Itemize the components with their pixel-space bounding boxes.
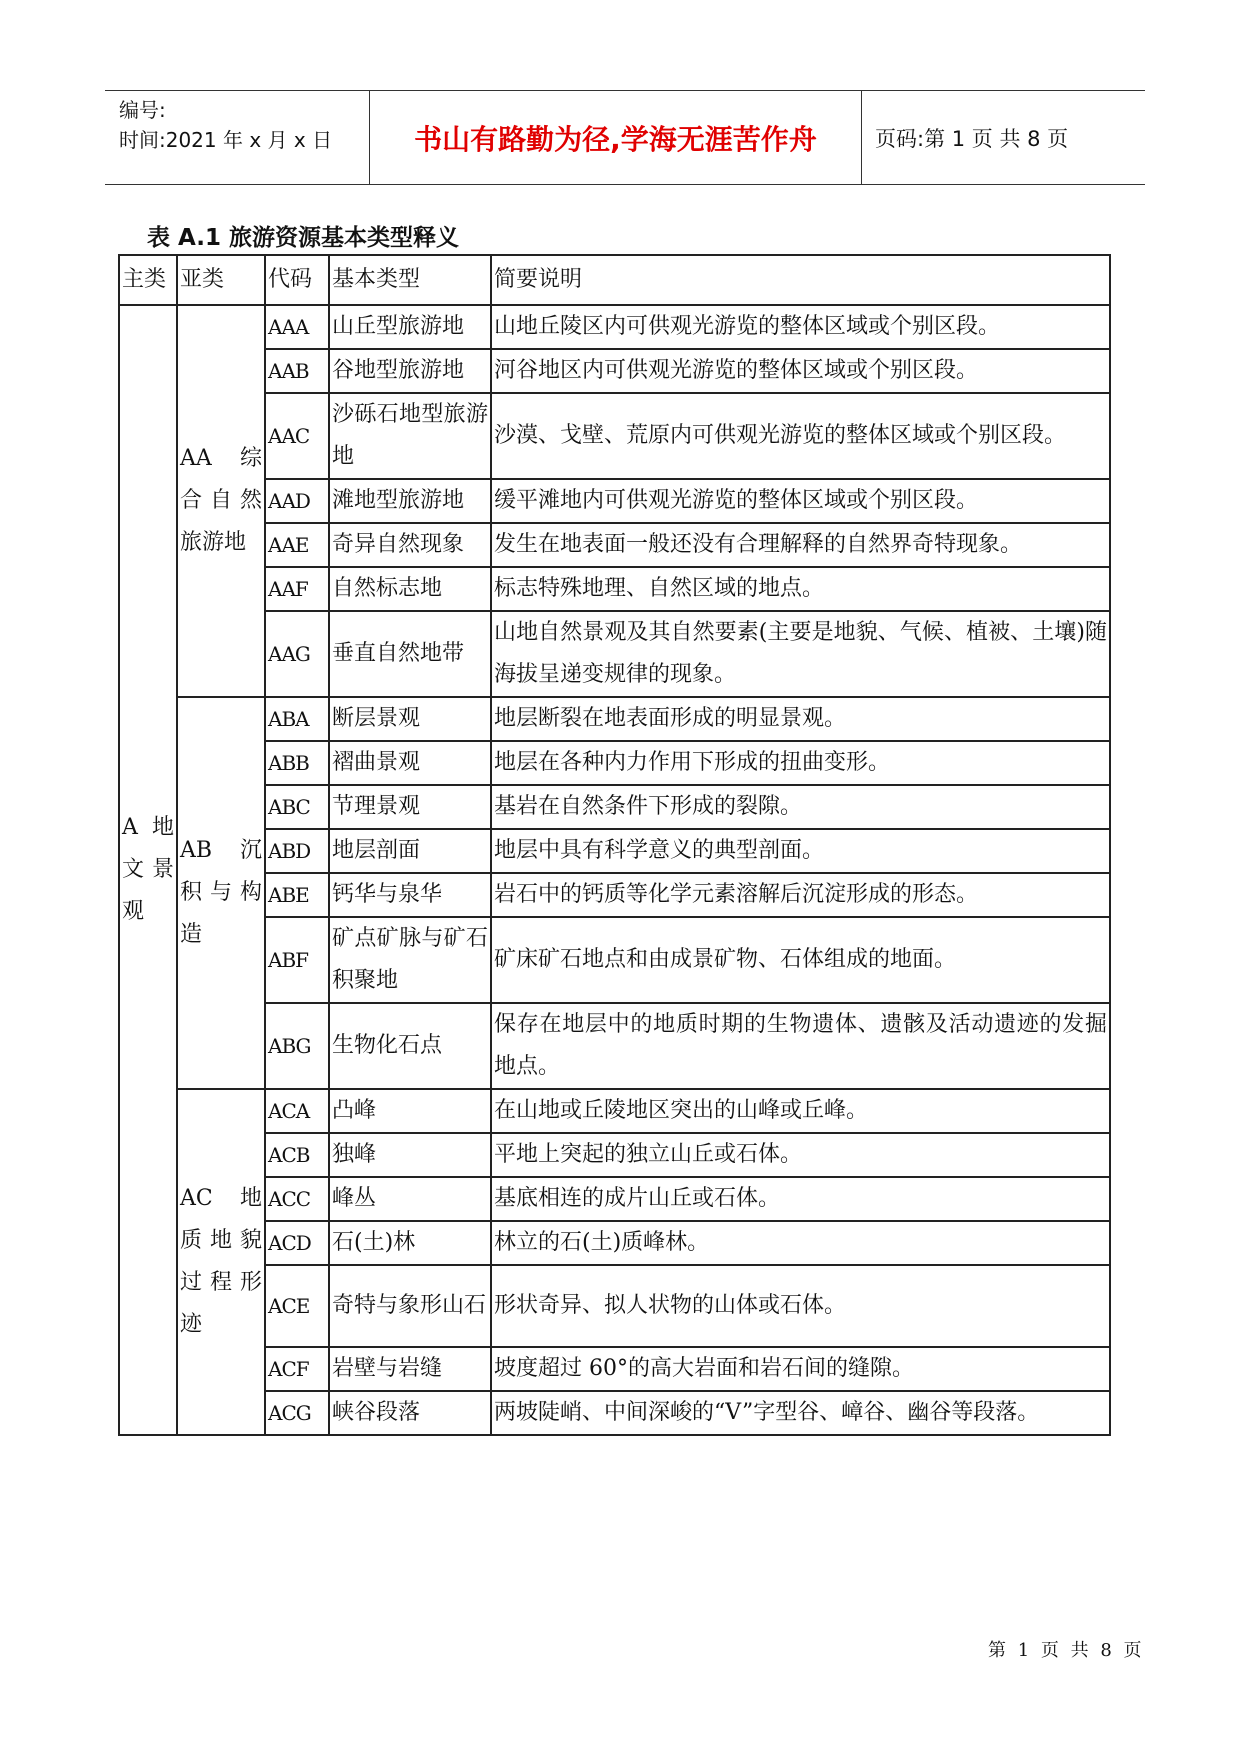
description-cell: 两坡陡峭、中间深峻的“V”字型谷、嶂谷、幽谷等段落。 (491, 1391, 1110, 1435)
table-row (119, 611, 1110, 697)
code-cell: AAG (265, 611, 329, 697)
description-cell: 林立的石(土)质峰林。 (491, 1221, 1110, 1265)
code-cell: ACG (265, 1391, 329, 1435)
code-cell: ACB (265, 1133, 329, 1177)
table-row (119, 1003, 1110, 1089)
description-cell: 基底相连的成片山丘或石体。 (491, 1177, 1110, 1221)
type-cell: 谷地型旅游地 (329, 349, 491, 393)
page-footer: 第 1 页 共 8 页 (988, 1640, 1145, 1661)
column-header: 亚类 (177, 255, 265, 305)
code-cell: ABF (265, 917, 329, 1003)
type-cell: 滩地型旅游地 (329, 479, 491, 523)
type-cell: 奇异自然现象 (329, 523, 491, 567)
type-cell: 峡谷段落 (329, 1391, 491, 1435)
description-cell: 矿床矿石地点和由成景矿物、石体组成的地面。 (491, 917, 1110, 1003)
type-cell: 沙砾石地型旅游地 (329, 393, 491, 479)
page-header (105, 90, 1145, 185)
code-cell: ABD (265, 829, 329, 873)
type-cell: 岩壁与岩缝 (329, 1347, 491, 1391)
code-cell: ACF (265, 1347, 329, 1391)
type-cell: 钙华与泉华 (329, 873, 491, 917)
code-cell: AAD (265, 479, 329, 523)
table-title: 表 A.1 旅游资源基本类型释义 (147, 225, 459, 251)
description-cell: 岩石中的钙质等化学元素溶解后沉淀形成的形态。 (491, 873, 1110, 917)
code-cell: ABA (265, 697, 329, 741)
type-cell: 山丘型旅游地 (329, 305, 491, 349)
table-row (119, 1177, 1110, 1221)
type-cell: 垂直自然地带 (329, 611, 491, 697)
column-header: 代码 (265, 255, 329, 305)
code-cell: AAF (265, 567, 329, 611)
description-cell: 山地自然景观及其自然要素(主要是地貌、气候、植被、土壤)随海拔呈递变规律的现象。 (491, 611, 1110, 697)
table-row (119, 305, 1110, 349)
type-cell: 节理景观 (329, 785, 491, 829)
code-cell: ACD (265, 1221, 329, 1265)
description-cell: 平地上突起的独立山丘或石体。 (491, 1133, 1110, 1177)
main-category-cell: A 地文景观 (119, 305, 177, 1435)
header-page-number: 页码:第 1 页 共 8 页 (875, 126, 1069, 151)
description-cell: 发生在地表面一般还没有合理解释的自然界奇特现象。 (491, 523, 1110, 567)
type-cell: 峰丛 (329, 1177, 491, 1221)
table-row (119, 349, 1110, 393)
code-cell: ABB (265, 741, 329, 785)
description-cell: 缓平滩地内可供观光游览的整体区域或个别区段。 (491, 479, 1110, 523)
description-cell: 标志特殊地理、自然区域的地点。 (491, 567, 1110, 611)
subcategory-cell: AB 沉积与构造 (177, 697, 265, 1089)
code-cell: ACE (265, 1265, 329, 1347)
description-cell: 地层在各种内力作用下形成的扭曲变形。 (491, 741, 1110, 785)
table-row (119, 1347, 1110, 1391)
description-cell: 地层断裂在地表面形成的明显景观。 (491, 697, 1110, 741)
code-cell: AAC (265, 393, 329, 479)
type-cell: 地层剖面 (329, 829, 491, 873)
description-cell: 形状奇异、拟人状物的山体或石体。 (491, 1265, 1110, 1347)
table-row (119, 829, 1110, 873)
type-cell: 自然标志地 (329, 567, 491, 611)
column-header: 简要说明 (491, 255, 1110, 305)
type-cell: 奇特与象形山石 (329, 1265, 491, 1347)
header-divider (861, 91, 862, 184)
type-cell: 矿点矿脉与矿石积聚地 (329, 917, 491, 1003)
table-row (119, 873, 1110, 917)
table-row (119, 1265, 1110, 1347)
description-cell: 地层中具有科学意义的典型剖面。 (491, 829, 1110, 873)
type-cell: 断层景观 (329, 697, 491, 741)
type-cell: 独峰 (329, 1133, 491, 1177)
header-motto: 书山有路勤为径,学海无涯苦作舟 (414, 122, 817, 156)
table-row (119, 1089, 1110, 1133)
code-cell: ACC (265, 1177, 329, 1221)
code-cell: AAB (265, 349, 329, 393)
table-row (119, 393, 1110, 479)
table-row (119, 479, 1110, 523)
description-cell: 在山地或丘陵地区突出的山峰或丘峰。 (491, 1089, 1110, 1133)
header-time: 时间:2021 年 x 月 x 日 (119, 128, 333, 152)
description-cell: 河谷地区内可供观光游览的整体区域或个别区段。 (491, 349, 1110, 393)
code-cell: ABG (265, 1003, 329, 1089)
code-cell: ACA (265, 1089, 329, 1133)
header-number: 编号: (119, 98, 166, 122)
table-row (119, 785, 1110, 829)
type-cell: 石(土)林 (329, 1221, 491, 1265)
description-cell: 保存在地层中的地质时期的生物遗体、遗骸及活动遗迹的发掘地点。 (491, 1003, 1110, 1089)
table-row (119, 741, 1110, 785)
code-cell: ABC (265, 785, 329, 829)
type-cell: 凸峰 (329, 1089, 491, 1133)
description-cell: 山地丘陵区内可供观光游览的整体区域或个别区段。 (491, 305, 1110, 349)
table-row (119, 1391, 1110, 1435)
code-cell: AAE (265, 523, 329, 567)
resource-type-table (118, 254, 1111, 1436)
table-row (119, 523, 1110, 567)
table-row (119, 1221, 1110, 1265)
description-cell: 基岩在自然条件下形成的裂隙。 (491, 785, 1110, 829)
code-cell: ABE (265, 873, 329, 917)
column-header: 主类 (119, 255, 177, 305)
type-cell: 褶曲景观 (329, 741, 491, 785)
table-row (119, 1133, 1110, 1177)
table-header-row (119, 255, 1110, 305)
description-cell: 坡度超过 60°的高大岩面和岩石间的缝隙。 (491, 1347, 1110, 1391)
code-cell: AAA (265, 305, 329, 349)
column-header: 基本类型 (329, 255, 491, 305)
table-row (119, 697, 1110, 741)
description-cell: 沙漠、戈壁、荒原内可供观光游览的整体区域或个别区段。 (491, 393, 1110, 479)
type-cell: 生物化石点 (329, 1003, 491, 1089)
subcategory-cell: AA 综合自然旅游地 (177, 305, 265, 697)
subcategory-cell: AC 地质地貌过程形迹 (177, 1089, 265, 1435)
table-row (119, 567, 1110, 611)
table-row (119, 917, 1110, 1003)
